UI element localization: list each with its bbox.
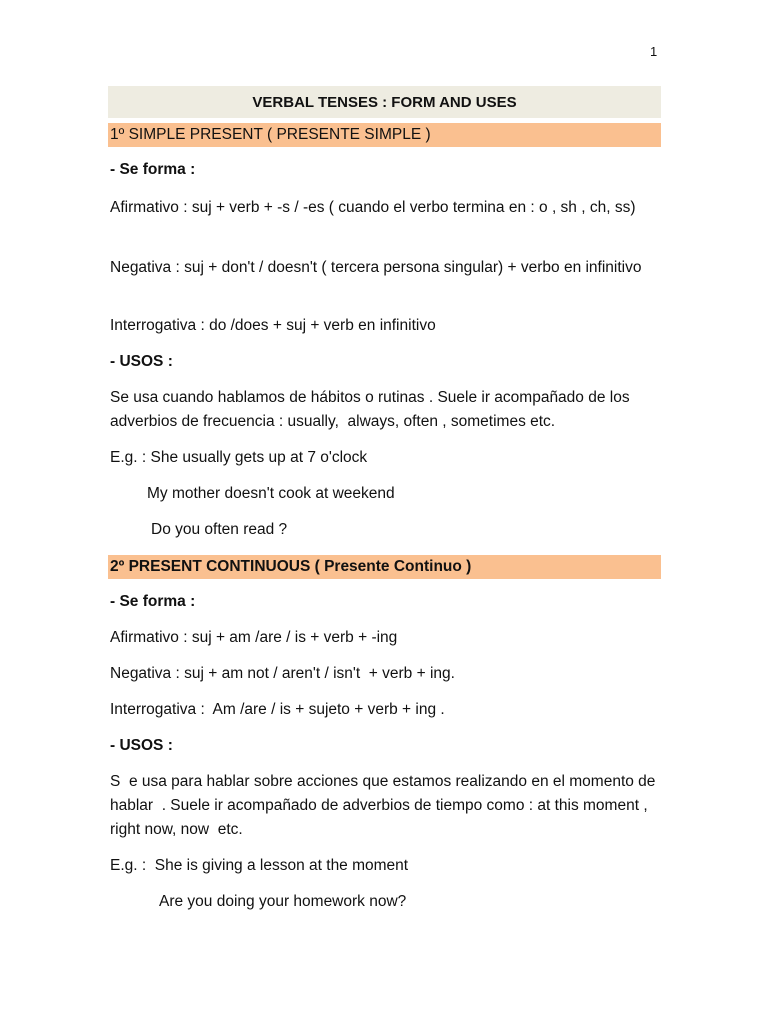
section1-affirmative: Afirmativo : suj + verb + -s / -es ( cuando el verbo termina en : o , sh , ch, ss) (110, 199, 636, 216)
section2-affirmative: Afirmativo : suj + am /are / is + verb + -ing (110, 629, 398, 646)
document-title: VERBAL TENSES : FORM AND USES (108, 86, 661, 118)
section2-interrogative: Interrogativa : Am /are / is + sujeto + verb + ing . (110, 701, 445, 718)
section1-negative: Negativa : suj + don't / doesn't ( tercera persona singular) + verbo en infinitivo (110, 259, 642, 276)
section2-negative: Negativa : suj + am not / aren't / isn't + verb + ing. (110, 665, 455, 682)
page-number: 1 (650, 44, 658, 59)
section2-example-2: Are you doing your homework now? (159, 893, 407, 910)
section2-uses-text: S e usa para hablar sobre acciones que estamos realizando en el momento de hablar . Suele ir acompañado de adverbios de tiempo como : at this moment , right now, now etc. (110, 773, 660, 838)
section2-uses-label: - USOS : (110, 737, 173, 754)
section1-example-2: My mother doesn't cook at weekend (147, 485, 395, 502)
section2-heading: 2º PRESENT CONTINUOUS ( Presente Continuo ) (108, 555, 661, 579)
section1-example-3: Do you often read ? (151, 521, 288, 538)
section1-form-label: - Se forma : (110, 161, 196, 178)
section1-interrogative: Interrogativa : do /does + suj + verb en infinitivo (110, 317, 436, 334)
section1-heading: 1º SIMPLE PRESENT ( PRESENTE SIMPLE ) (108, 123, 661, 147)
section2-example-1: E.g. : She is giving a lesson at the moment (110, 857, 409, 874)
section2-form-label: - Se forma : (110, 593, 196, 610)
section1-example-1: E.g. : She usually gets up at 7 o'clock (110, 449, 368, 466)
section1-uses-label: - USOS : (110, 353, 173, 370)
section1-uses-text: Se usa cuando hablamos de hábitos o rutinas . Suele ir acompañado de los adverbios de frecuencia : usually, always, often , sometimes etc. (110, 389, 634, 430)
